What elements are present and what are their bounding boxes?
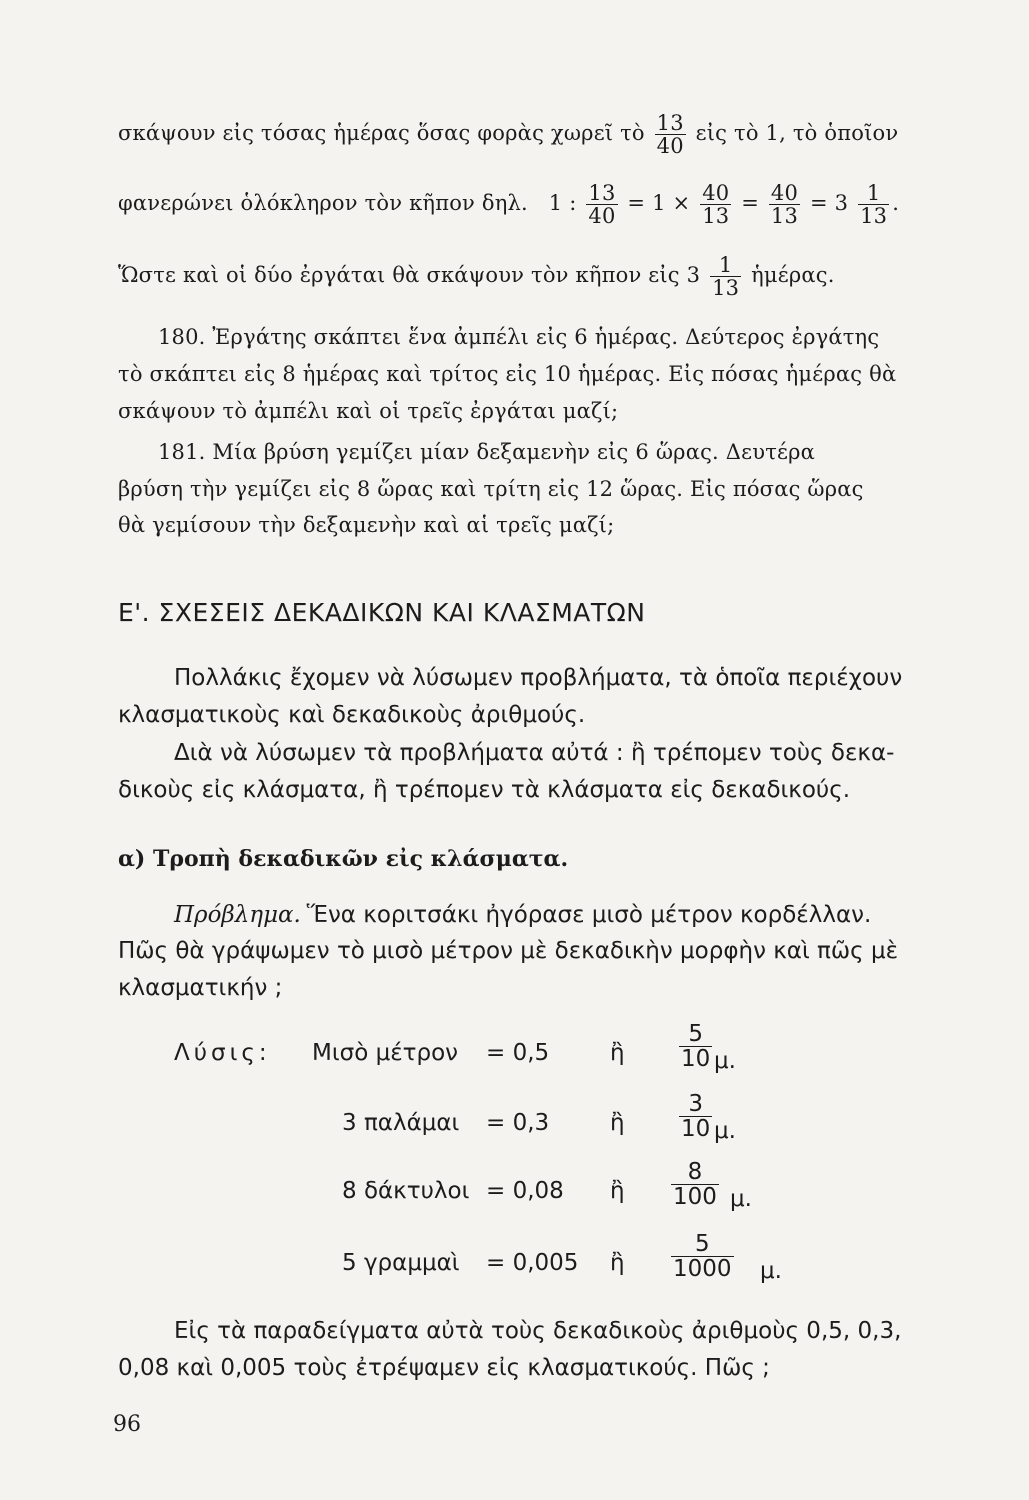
- fraction-numerator: 13: [656, 111, 684, 135]
- closing-line-1: Εἰς τὰ παραδείγματα αὐτὰ τοὺς δεκαδικοὺς ἀριθμοὺς 0,5, 0,3,: [174, 1318, 902, 1344]
- intro-line-1: Πολλάκις ἔχομεν νὰ λύσωμεν προβλήματα, τὰ ὁποῖα περιέχουν: [174, 665, 903, 691]
- equation-part-d: = 3: [809, 191, 849, 216]
- fraction-40-13-b: [769, 182, 800, 227]
- exercise-181-line-2: βρύση τὴν γεμίζει εἰς 8 ὥρας καὶ τρίτη εἰς 12 ὥρας. Εἰς πόσας ὥρας: [118, 477, 864, 501]
- row-or: ἢ: [610, 1040, 625, 1066]
- solution-row: [0, 1091, 1029, 1170]
- problem-label: Πρόβλημα.: [174, 902, 301, 928]
- fraction-13-40-b: [586, 182, 617, 227]
- fraction-denominator: 40: [588, 204, 616, 229]
- solution-row: [0, 1159, 1029, 1238]
- fraction-numerator: 40: [702, 181, 730, 205]
- row-fraction: [671, 1232, 734, 1281]
- fraction-denominator: 100: [673, 1184, 717, 1211]
- exercise-180-line-3: σκάψουν τὸ ἀμπέλι καὶ οἱ τρεῖς ἐργάται μαζί;: [118, 399, 619, 423]
- line-3-tail: ἡμέρας.: [751, 263, 835, 288]
- fraction-1-13: [858, 182, 889, 227]
- closing-line-2: 0,08 καὶ 0,005 τοὺς ἐτρέψαμεν εἰς κλασματικούς. Πῶς ;: [118, 1355, 770, 1381]
- row-decimal: = 0,3: [486, 1110, 550, 1136]
- fraction-denominator: 40: [656, 134, 684, 159]
- problem-text-1: Ἕνα κοριτσάκι ἠγόρασε μισὸ μέτρον κορδέλλαν.: [306, 902, 872, 928]
- exercise-181-line-1: 181. Μία βρύση γεμίζει μίαν δεξαμενὴν εἰς 6 ὥρας. Δευτέρα: [158, 440, 816, 464]
- row-or: ἢ: [610, 1250, 625, 1276]
- section-heading: Ε'. ΣΧΕΣΕΙΣ ΔΕΚΑΔΙΚΩΝ ΚΑΙ ΚΛΑΣΜΑΤΩΝ: [118, 598, 646, 627]
- solution-row: [0, 1021, 1029, 1100]
- row-decimal: = 0,005: [486, 1250, 579, 1276]
- problem-line-2: Πῶς θὰ γράψωμεν τὸ μισὸ μέτρον μὲ δεκαδικὴν μορφὴν καὶ πῶς μὲ: [118, 938, 899, 964]
- fraction-denominator: 13: [860, 204, 888, 229]
- fraction-numerator: 40: [770, 181, 799, 205]
- fraction-numerator: 13: [588, 181, 616, 205]
- row-unit: μ.: [714, 1048, 736, 1074]
- fraction-numerator: 8: [687, 1159, 703, 1185]
- row-unit: μ.: [714, 1118, 736, 1144]
- line-2-text: φανερώνει ὁλόκληρον τὸν κῆπον δηλ.: [118, 191, 528, 216]
- fraction-denominator: 1000: [673, 1256, 732, 1283]
- solution-label: Λύσις:: [174, 1040, 271, 1066]
- row-label: Μισὸ μέτρον: [312, 1040, 459, 1066]
- row-label: 8 δάκτυλοι: [342, 1178, 470, 1204]
- line-1-tail: εἰς τὸ 1, τὸ ὁποῖον: [695, 121, 899, 146]
- fraction-denominator: 13: [770, 204, 799, 229]
- fraction-numerator: 5: [694, 1231, 710, 1257]
- row-fraction: [679, 1022, 712, 1071]
- fraction-numerator: 3: [688, 1091, 703, 1117]
- fraction-13-40: [655, 112, 686, 157]
- row-or: ἢ: [610, 1178, 625, 1204]
- row-fraction: [671, 1160, 719, 1209]
- fraction-1-13-c: [710, 254, 741, 299]
- line-1: [118, 112, 898, 157]
- row-or: ἢ: [610, 1110, 625, 1136]
- row-decimal: = 0,5: [486, 1040, 550, 1066]
- fraction-denominator: 13: [702, 204, 730, 229]
- exercise-181-line-3: θὰ γεμίσουν τὴν δεξαμενὴν καὶ αἱ τρεῖς μαζί;: [118, 513, 615, 537]
- row-decimal: = 0,08: [486, 1178, 564, 1204]
- line-3: [118, 254, 835, 299]
- fraction-40-13: [700, 182, 731, 227]
- row-unit: μ.: [760, 1258, 782, 1284]
- sub-heading: α) Τροπὴ δεκαδικῶν εἰς κλάσματα.: [118, 846, 569, 872]
- page-number: 96: [113, 1412, 141, 1437]
- fraction-numerator: 1: [718, 253, 733, 277]
- fraction-denominator: 10: [681, 1116, 711, 1143]
- line-1-text: σκάψουν εἰς τόσας ἡμέρας ὅσας φορὰς χωρεῖ τὸ: [118, 121, 645, 146]
- problem-line-3: κλασματικήν ;: [118, 975, 283, 1001]
- exercise-180-line-2: τὸ σκάπτει εἰς 8 ἡμέρας καὶ τρίτος εἰς 10 ἡμέρας. Εἰς πόσας ἡμέρας θὰ: [118, 362, 897, 386]
- problem-line-1: [174, 902, 871, 928]
- equation-part-b: = 1 ×: [627, 191, 691, 216]
- equation-end: .: [892, 191, 900, 216]
- method-line-2: δικοὺς εἰς κλάσματα, ἢ τρέπομεν τὰ κλάσματα εἰς δεκαδικούς.: [118, 777, 851, 803]
- row-unit: μ.: [730, 1186, 752, 1212]
- solution-row: [0, 1231, 1029, 1310]
- line-2: [118, 182, 899, 227]
- fraction-numerator: 5: [688, 1021, 703, 1047]
- method-line-1: Διὰ νὰ λύσωμεν τὰ προβλήματα αὐτά : ἢ τρέπομεν τοὺς δεκα-: [174, 740, 895, 766]
- fraction-denominator: 10: [681, 1046, 711, 1073]
- equation-part-a: 1 :: [548, 191, 577, 216]
- fraction-denominator: 13: [712, 276, 740, 301]
- row-label: 3 παλάμαι: [342, 1110, 460, 1136]
- fraction-numerator: 1: [866, 181, 881, 205]
- intro-line-2: κλασματικοὺς καὶ δεκαδικοὺς ἀριθμούς.: [118, 702, 586, 728]
- row-label: 5 γραμμαὶ: [342, 1250, 460, 1276]
- exercise-180-line-1: 180. Ἐργάτης σκάπτει ἕνα ἀμπέλι εἰς 6 ἡμέρας. Δεύτερος ἐργάτης: [158, 325, 880, 349]
- equation-part-c: =: [741, 191, 760, 216]
- line-3-text: Ὥστε καὶ οἱ δύο ἐργάται θὰ σκάψουν τὸν κῆπον εἰς 3: [118, 263, 701, 288]
- row-fraction: [679, 1092, 712, 1141]
